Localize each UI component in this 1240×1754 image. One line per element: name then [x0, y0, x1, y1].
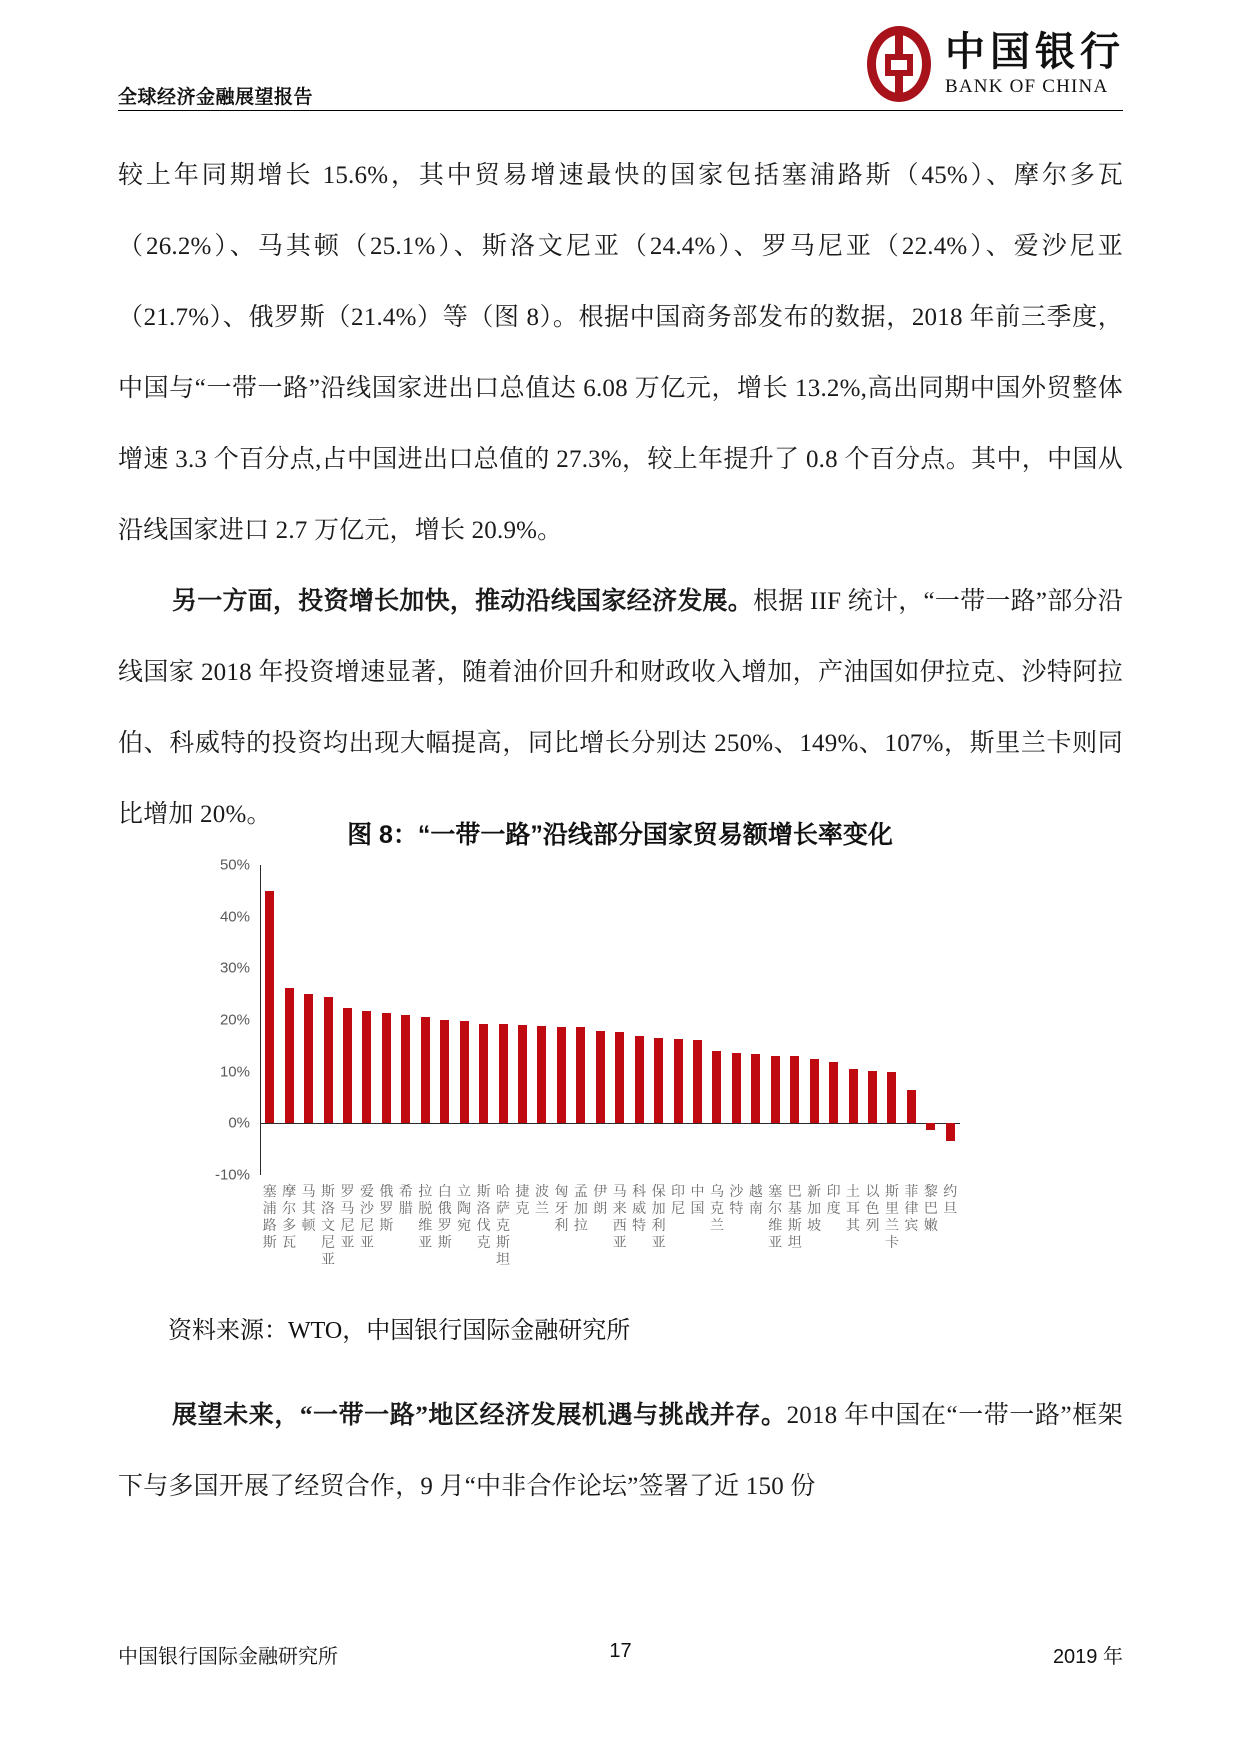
bar — [285, 988, 294, 1123]
bar — [518, 1025, 527, 1123]
header-divider — [118, 110, 1123, 111]
figure-source: 资料来源：WTO，中国银行国际金融研究所 — [168, 1318, 631, 1344]
bar — [343, 1008, 352, 1124]
x-axis-category-label: 印度 — [826, 1183, 841, 1216]
bar — [362, 1011, 371, 1123]
boc-emblem-icon — [867, 26, 931, 102]
bar-chart — [200, 856, 960, 1285]
x-axis-category-label: 马其顿 — [301, 1183, 316, 1233]
y-axis-tick-label: 50% — [219, 856, 250, 874]
x-axis-category-label: 波兰 — [534, 1183, 549, 1216]
x-axis-category-label: 斯洛伐克 — [476, 1183, 491, 1250]
x-axis-category-label: 斯里兰卡 — [884, 1183, 899, 1250]
x-axis-category-label: 匈牙利 — [554, 1183, 569, 1233]
y-axis-tick-label: 30% — [219, 959, 250, 977]
bank-of-china-logo — [867, 26, 1125, 102]
bar — [537, 1026, 546, 1124]
bar — [265, 891, 274, 1124]
bar — [849, 1069, 858, 1123]
bar — [576, 1027, 585, 1123]
bar — [751, 1054, 760, 1123]
x-axis-category-label: 立陶宛 — [457, 1183, 472, 1233]
page-number: 17 — [609, 1640, 632, 1662]
document-running-title: 全球经济金融展望报告 — [118, 87, 314, 108]
x-axis-category-label: 黎巴嫩 — [923, 1183, 938, 1233]
bar — [790, 1056, 799, 1123]
bar — [557, 1027, 566, 1124]
x-axis-category-label: 保加利亚 — [651, 1183, 666, 1250]
paragraph-text: 根据 IIF 统计，“一带一路”部分沿线国家 2018 年投资增速显著，随着油价回升和财政收入增加，产油国如伊拉克、沙特阿拉伯、科威特的投资均出现大幅提高，同比增长分别达 250%、149%、107%，斯里兰卡则同比增加 20%。 — [118, 588, 1123, 828]
page-header — [0, 0, 1240, 120]
bar — [829, 1062, 838, 1123]
x-axis-category-label: 以色列 — [865, 1183, 880, 1233]
bar — [868, 1071, 877, 1124]
bar — [304, 994, 313, 1124]
footer-institution: 中国银行国际金融研究所 — [118, 1646, 338, 1668]
y-axis-tick-label: 0% — [228, 1114, 250, 1132]
bar — [693, 1040, 702, 1123]
x-axis-category-label: 中国 — [690, 1183, 705, 1216]
bar — [907, 1090, 916, 1124]
paragraph-text: 2018 年中国在“一带一路”框架下与多国开展了经贸合作，9 月“中非合作论坛”签署了近 150 份 — [118, 1402, 1123, 1500]
y-axis-tick-label: 20% — [219, 1011, 250, 1029]
bar — [946, 1123, 955, 1141]
bar — [382, 1013, 391, 1124]
bar — [596, 1031, 605, 1123]
bar — [635, 1036, 644, 1124]
x-axis-category-label: 罗马尼亚 — [340, 1183, 355, 1250]
logo-chinese-name: 中国银行 — [945, 28, 1125, 74]
x-axis-category-label: 马来西亚 — [612, 1183, 627, 1250]
bar — [421, 1017, 430, 1123]
bar — [732, 1053, 741, 1123]
bar — [324, 997, 333, 1123]
paragraph — [118, 566, 1123, 850]
logo-english-name: BANK OF CHINA — [945, 75, 1109, 97]
x-axis-category-label: 塞尔维亚 — [768, 1183, 783, 1250]
y-axis-tick-label: -10% — [214, 1166, 250, 1184]
x-axis-category-label: 希腊 — [398, 1183, 413, 1216]
footer-year: 2019 年 — [1052, 1646, 1123, 1668]
x-axis-category-label: 土耳其 — [846, 1183, 861, 1233]
figure-caption: 图 8：“一带一路”沿线部分国家贸易额增长率变化 — [347, 821, 893, 849]
x-axis-category-label: 塞浦路斯 — [262, 1183, 277, 1250]
x-axis-category-label: 菲律宾 — [904, 1183, 919, 1233]
bar — [926, 1123, 935, 1130]
x-axis-category-label: 拉脱维亚 — [418, 1183, 433, 1250]
x-axis-category-label: 乌克兰 — [709, 1183, 724, 1233]
body-text-column — [118, 140, 1123, 850]
bar — [674, 1039, 683, 1123]
y-axis-tick-label: 40% — [219, 908, 250, 926]
bar — [615, 1032, 624, 1123]
x-axis-category-label: 印尼 — [671, 1183, 686, 1216]
x-axis-category-label: 约旦 — [943, 1183, 958, 1216]
x-axis-category-label: 科威特 — [632, 1183, 647, 1233]
bar — [887, 1072, 896, 1123]
x-axis-category-label: 新加坡 — [807, 1183, 822, 1233]
x-axis-category-label: 越南 — [748, 1183, 763, 1216]
x-axis-category-label: 孟加拉 — [573, 1183, 588, 1233]
paragraph-text: 较上年同期增长 15.6%，其中贸易增速最快的国家包括塞浦路斯（45%）、摩尔多瓦（26.2%）、马其顿（25.1%）、斯洛文尼亚（24.4%）、罗马尼亚（22.4%）、爱沙尼亚（21.7%）、俄罗斯（21.4%）等（图 8）。根据中国商务部发布的数据，2018 年前三季度，中国与“一带一路”沿线国家进出口总值达 6.08 万亿元，增长 13.2%,高出同期中国外贸整体增速 3.3 个百分点,占中国进出口总值的 27.3%，较上年提升了 0.8 个百分点。其中，中国从沿线国家进口 2.7 万亿元，增长 20.9%。 — [118, 162, 1123, 544]
bar — [771, 1056, 780, 1124]
x-axis-category-label: 摩尔多瓦 — [282, 1183, 297, 1250]
x-axis-category-label: 爱沙尼亚 — [359, 1183, 374, 1250]
bar-series — [260, 865, 960, 1175]
x-axis-category-label: 白俄罗斯 — [437, 1183, 452, 1250]
paragraph — [118, 140, 1123, 566]
body-text-continuation — [118, 1380, 1123, 1522]
x-axis-category-label: 捷克 — [515, 1183, 530, 1216]
bar — [712, 1051, 721, 1123]
x-axis-category-label: 沙特 — [729, 1183, 744, 1216]
paragraph — [118, 1380, 1123, 1522]
bar — [479, 1024, 488, 1124]
bar — [440, 1020, 449, 1123]
y-axis-tick-labels — [200, 856, 256, 1184]
paragraph-lead-bold: 展望未来，“一带一路”地区经济发展机遇与挑战并存。 — [172, 1402, 787, 1429]
x-axis-category-label: 俄罗斯 — [379, 1183, 394, 1233]
bar — [654, 1038, 663, 1123]
x-axis-category-label: 哈萨克斯坦 — [496, 1183, 511, 1267]
page-footer — [118, 1640, 1123, 1669]
y-axis-tick-label: 10% — [219, 1063, 250, 1081]
chart-plot-area — [260, 865, 960, 1175]
bar — [401, 1015, 410, 1124]
x-axis-category-label: 巴基斯坦 — [787, 1183, 802, 1250]
bar — [499, 1024, 508, 1123]
x-axis-category-label: 伊朗 — [593, 1183, 608, 1216]
x-axis-category-labels — [260, 1183, 960, 1283]
bar — [460, 1021, 469, 1123]
x-axis-category-label: 斯洛文尼亚 — [321, 1183, 336, 1267]
paragraph-lead-bold: 另一方面，投资增长加快，推动沿线国家经济发展。 — [172, 588, 754, 615]
bar — [810, 1059, 819, 1123]
